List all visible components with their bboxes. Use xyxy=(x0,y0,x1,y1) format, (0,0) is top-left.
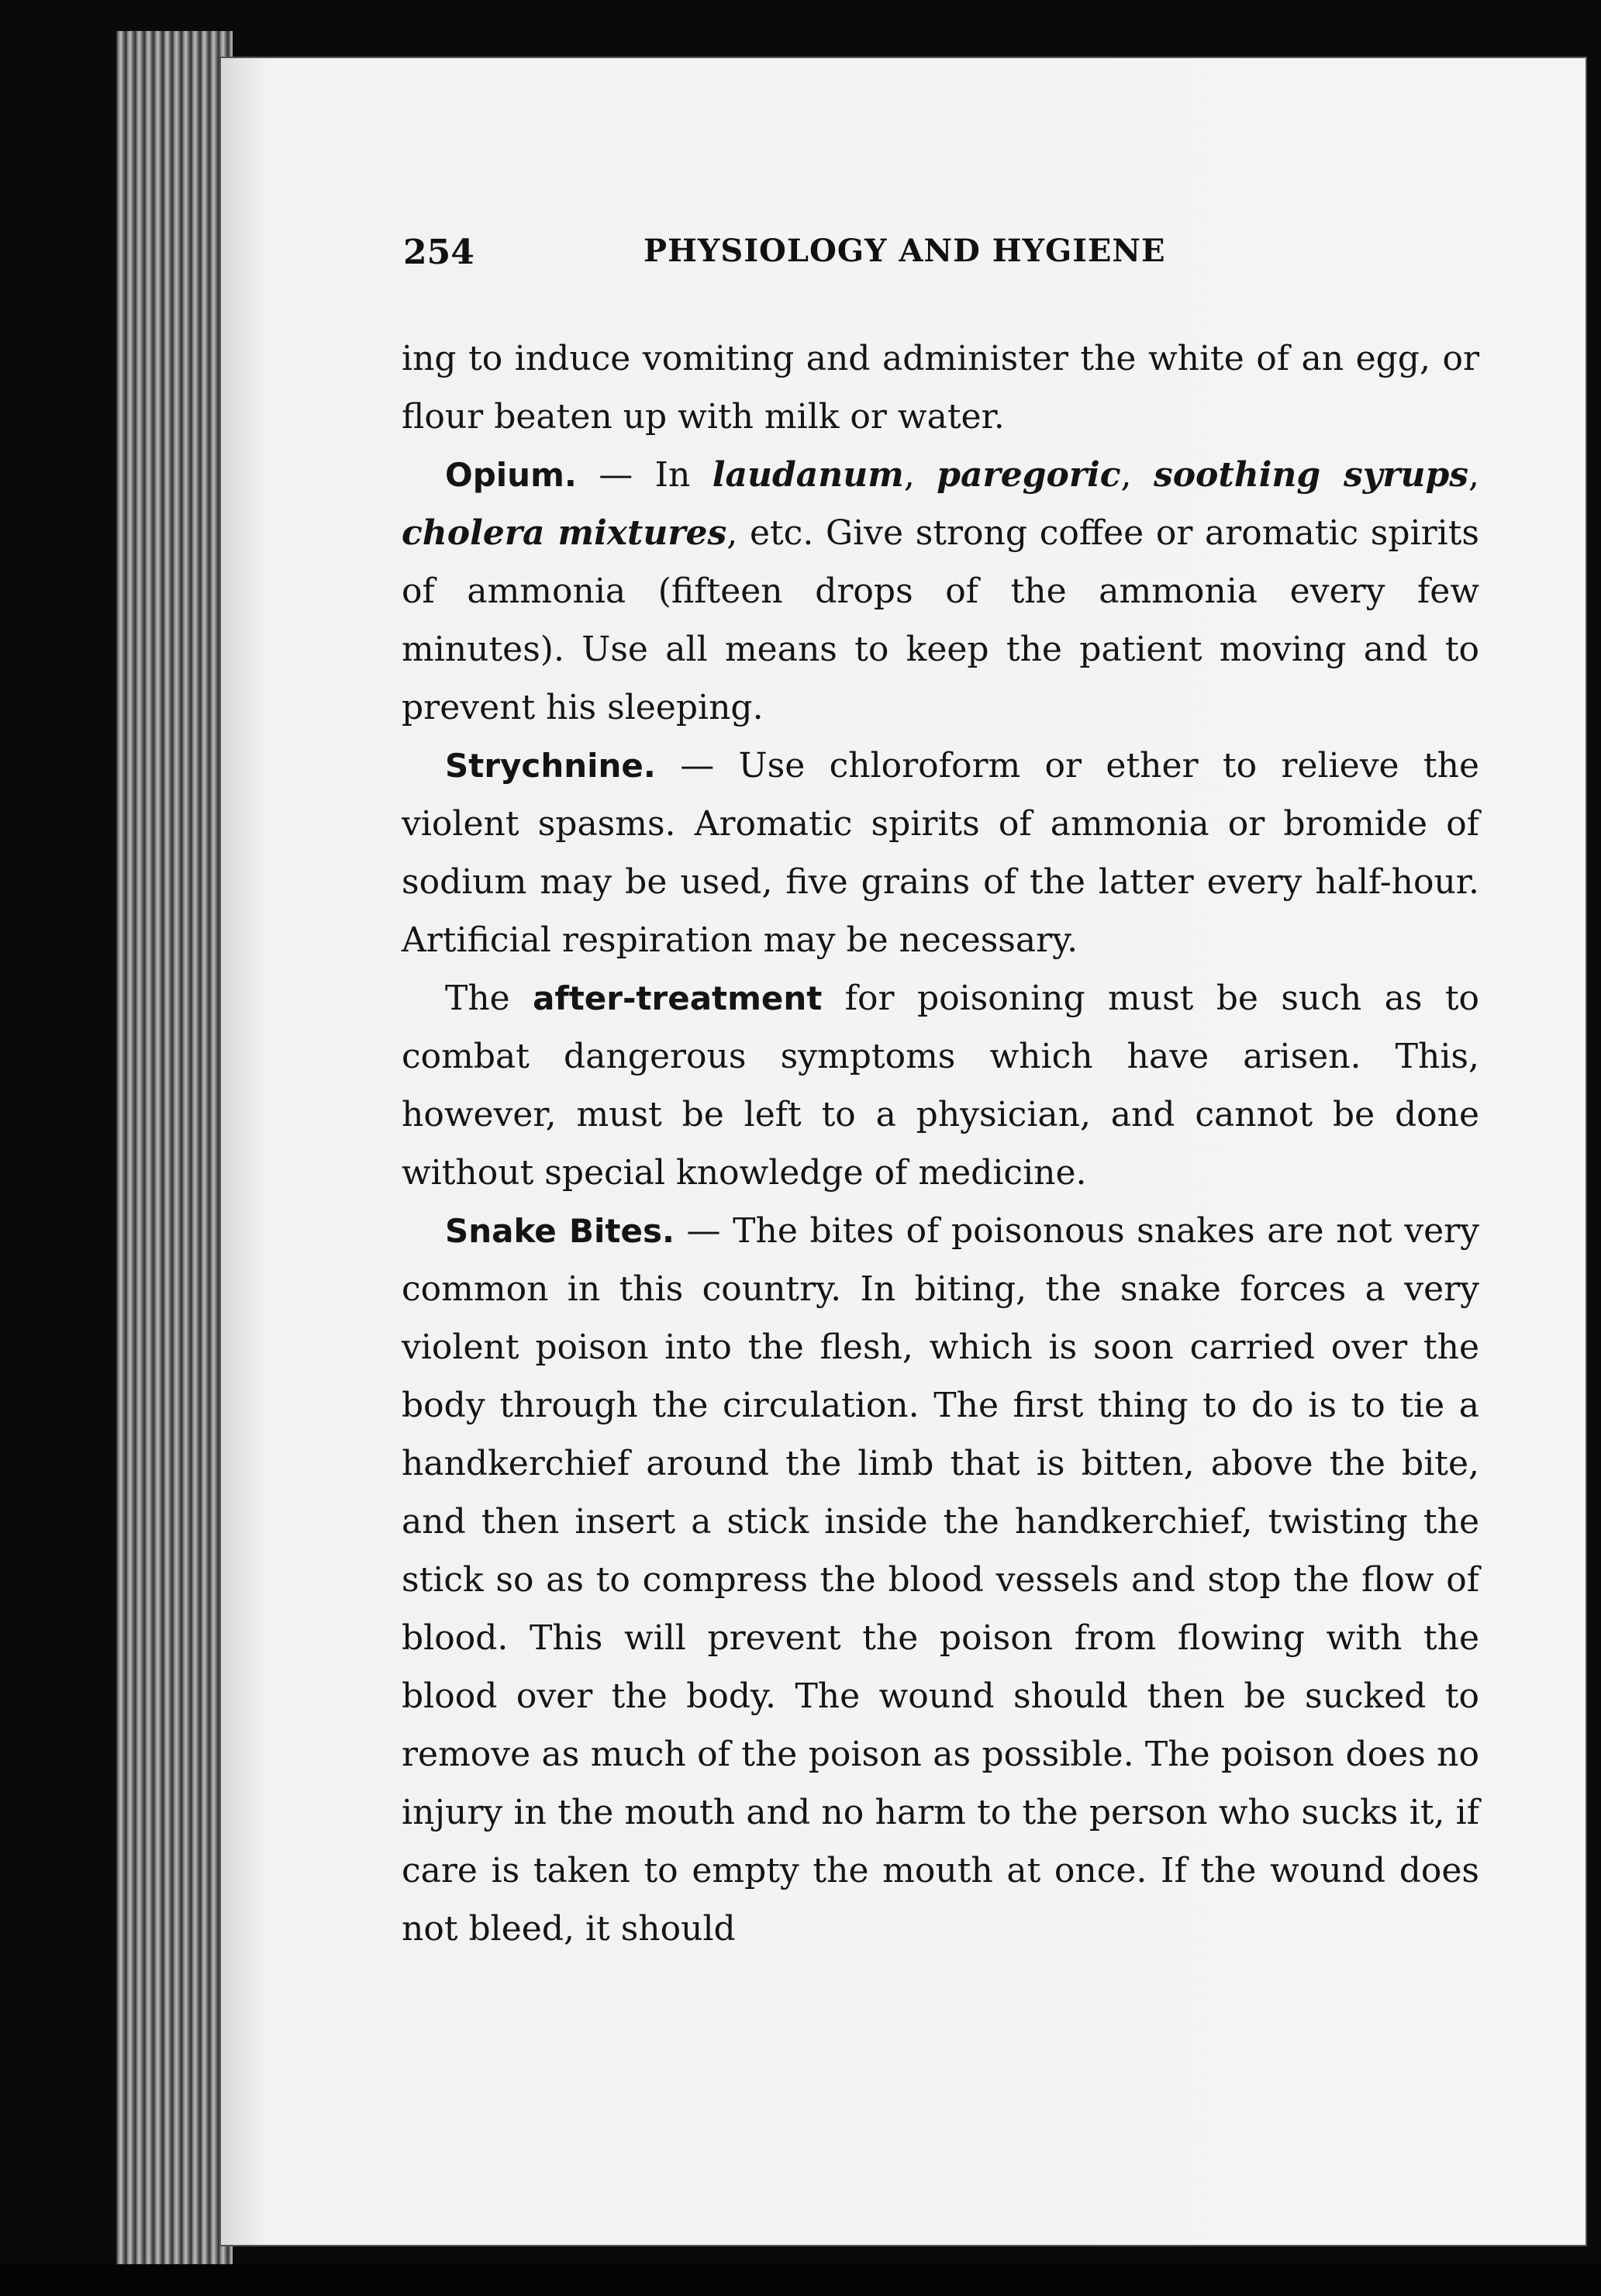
paragraph-strychnine xyxy=(402,737,1479,969)
text-segment: — In xyxy=(576,455,713,495)
text-segment: , xyxy=(1468,455,1479,495)
scan-border xyxy=(0,2264,1601,2296)
paragraph-continuation: ing to induce vomiting and administer the white of an egg, or flour beaten up with milk or water. xyxy=(402,339,1479,437)
page-header xyxy=(403,233,1489,287)
running-title: PHYSIOLOGY AND HYGIENE xyxy=(644,233,1166,269)
book-page-edges xyxy=(116,31,233,2264)
italic-cholera-mixtures: cholera mixtures xyxy=(402,513,727,553)
term-after-treatment: after-treatment xyxy=(533,979,823,1017)
text-segment: — The bites of poisonous snakes are not very common in this country. In biting, the snake forces a very violent poison into the flesh, which is soon carried over the body through the circulation. The first thing to do is to tie a handkerchief around the limb that is bitten, above the bite, and then insert a stick inside the handkerchief, twisting the stick so as to compress the blood vessels and stop the flow of blood. This will prevent the poison from flowing with the blood over the body. The wound should then be sucked to remove as much of the poison as possible. The poison does no injury in the mouth and no harm to the person who sucks it, if care is taken to empty the mouth at once. If the wound does not bleed, it should xyxy=(402,1211,1480,1949)
text-segment: , xyxy=(1120,455,1154,495)
term-opium: Opium. xyxy=(445,456,577,494)
paragraph-opium xyxy=(402,446,1479,737)
text-segment: , xyxy=(903,455,937,495)
text-segment: — Use chloroform or ether to relieve the violent spasms. Aromatic spirits of ammonia or bromide of sodium may be used, five grains of the latter every half-hour. Artificial respiration may be necessary. xyxy=(402,746,1479,960)
term-snake-bites: Snake Bites. xyxy=(445,1212,675,1250)
italic-laudanum: laudanum xyxy=(712,455,904,495)
text-segment: , etc. Give strong coffee or aromatic spirits of ammonia (fifteen drops of the ammonia every few minutes). Use all means to keep the patient moving and to prevent his sleeping. xyxy=(402,513,1479,727)
text-segment: for poisoning must be such as to combat dangerous symptoms which have arisen. This, however, must be left to a physician, and cannot be done without special knowledge of medicine. xyxy=(402,979,1479,1193)
term-strychnine: Strychnine. xyxy=(445,747,656,785)
body-text xyxy=(402,330,1479,1958)
text-segment: The xyxy=(445,979,533,1018)
page-number: 254 xyxy=(403,233,474,272)
paragraph-snake-bites xyxy=(402,1202,1479,1958)
italic-soothing-syrups: soothing syrups xyxy=(1153,455,1468,495)
italic-paregoric: paregoric xyxy=(937,455,1121,495)
paragraph-after-treatment xyxy=(402,969,1479,1202)
